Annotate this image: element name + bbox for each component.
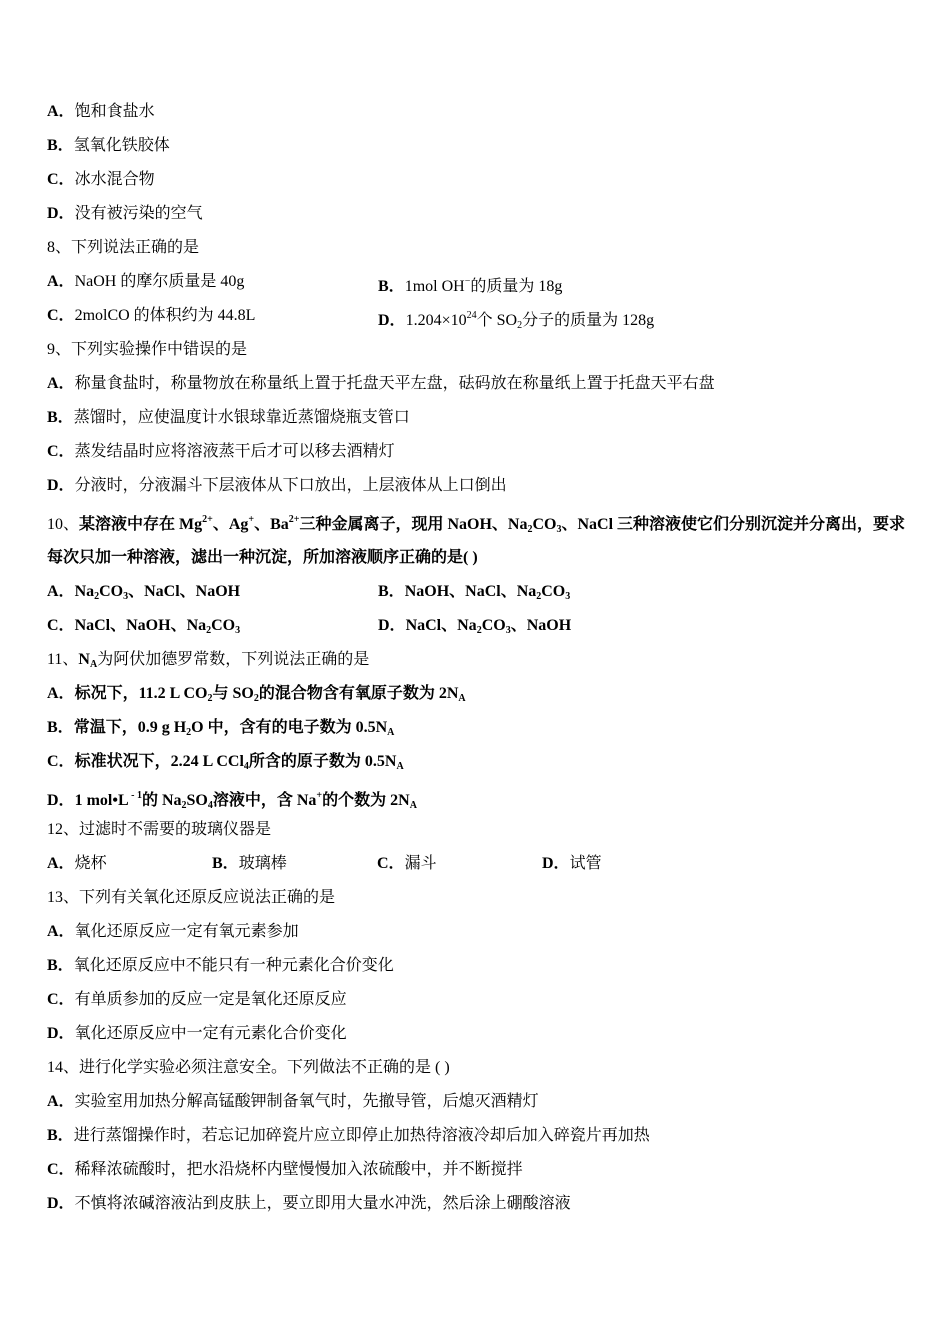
text-segment: 标况下，11.2 L CO <box>74 685 208 702</box>
option-label: A． <box>47 103 75 120</box>
text-segment: 进行蒸馏操作时，若忘记加碎瓷片应立即停止加热待溶液冷却后加入碎瓷片再加热 <box>73 1127 650 1144</box>
text-segment: 下列实验操作中错误的是 <box>71 341 248 358</box>
option-d <box>47 204 203 224</box>
text-segment: 2molCO 的体积约为 44.8L <box>74 307 256 324</box>
text-segment: 个 SO <box>476 312 518 329</box>
question-number: 11、 <box>47 651 79 668</box>
option-c <box>377 854 437 874</box>
option-a <box>47 1092 539 1112</box>
option-b <box>47 136 170 156</box>
text-segment: SO <box>186 792 208 809</box>
question-stem <box>47 888 335 908</box>
option-label: C． <box>47 171 75 188</box>
subscript-text: 2 <box>207 693 213 704</box>
superscript-text: 2+ <box>288 514 300 525</box>
text-segment: Na <box>74 583 95 600</box>
option-label: B． <box>47 719 74 736</box>
text-segment: 、NaCl、NaOH <box>128 583 241 600</box>
option-a <box>47 102 155 122</box>
option-b <box>47 956 394 976</box>
text-segment: 下列说法正确的是 <box>71 239 200 256</box>
text-segment: 分液时，分液漏斗下层液体从下口放出，上层液体从上口倒出 <box>74 477 507 494</box>
option-c <box>47 442 395 462</box>
question-number: 14、 <box>47 1059 80 1076</box>
text-segment: 某溶液中存在 Mg <box>79 516 203 533</box>
text-segment: N <box>78 651 90 668</box>
option-c <box>47 752 404 777</box>
option-label: C． <box>377 855 405 872</box>
text-segment: 、Ba <box>254 516 289 533</box>
option-d <box>47 786 417 816</box>
option-label: D． <box>47 792 75 809</box>
text-segment: 蒸馏时，应使温度计水银球靠近蒸馏烧瓶支管口 <box>73 409 410 426</box>
text-segment: 氧化还原反应中一定有元素化合价变化 <box>74 1025 347 1042</box>
option-label: D． <box>47 477 75 494</box>
subscript-text: 4 <box>207 800 213 811</box>
option-label: B． <box>47 137 74 154</box>
subscript-text: 2 <box>517 320 523 331</box>
option-label: B． <box>47 409 74 426</box>
subscript-text: 2 <box>476 625 482 636</box>
text-segment: 溶液中，含 Na <box>212 792 317 809</box>
text-segment: 试管 <box>569 855 602 872</box>
question-number: 8、 <box>47 239 72 256</box>
text-segment: NaCl、Na <box>405 617 477 634</box>
option-d <box>47 476 507 496</box>
text-segment: 1.204×10 <box>405 312 467 329</box>
option-d <box>378 306 654 336</box>
option-label: A． <box>47 923 75 940</box>
text-segment: 三种金属离子，现用 NaOH、Na <box>299 516 528 533</box>
text-segment: CO <box>532 516 557 533</box>
option-label: D． <box>378 312 406 329</box>
option-label: C． <box>47 991 75 1008</box>
option-label: A． <box>47 375 75 392</box>
text-segment: CO <box>481 617 506 634</box>
text-segment: 的 Na <box>141 792 182 809</box>
text-segment: 饱和食盐水 <box>74 103 155 120</box>
option-label: D． <box>47 205 75 222</box>
subscript-text: 3 <box>505 625 511 636</box>
subscript-text: A <box>89 659 98 670</box>
question-number: 10、 <box>47 516 80 533</box>
text-segment: 常温下，0.9 g H <box>73 719 187 736</box>
question-stem <box>47 340 247 360</box>
question-stem <box>47 1058 450 1078</box>
option-label: B． <box>47 1127 74 1144</box>
superscript-text: + <box>248 514 255 525</box>
option-label: B． <box>378 278 405 295</box>
option-label: B． <box>212 855 239 872</box>
question-stem <box>47 820 271 840</box>
option-a <box>47 922 299 942</box>
superscript-text: 24 <box>466 310 477 321</box>
subscript-text: 2 <box>94 591 100 602</box>
option-d <box>47 1024 347 1044</box>
option-label: C． <box>47 307 75 324</box>
text-segment: 1 mol•L <box>74 792 129 809</box>
text-segment: 没有被污染的空气 <box>74 205 203 222</box>
text-segment: NaCl、NaOH、Na <box>74 617 207 634</box>
question-stem <box>47 510 905 540</box>
text-segment: 玻璃棒 <box>238 855 287 872</box>
option-b <box>212 854 287 874</box>
subscript-text: 4 <box>243 761 249 772</box>
text-segment: NaOH 的摩尔质量是 40g <box>74 273 245 290</box>
option-label: C． <box>47 753 75 770</box>
option-label: A． <box>47 1093 75 1110</box>
option-b <box>47 408 410 428</box>
option-label: A． <box>47 855 75 872</box>
text-segment: 氧化还原反应一定有氧元素参加 <box>74 923 299 940</box>
text-segment: 过滤时不需要的玻璃仪器是 <box>79 821 272 838</box>
option-label: A． <box>47 685 75 702</box>
text-segment: 下列有关氧化还原反应说法正确的是 <box>79 889 336 906</box>
text-segment: 实验室用加热分解高锰酸钾制备氧气时，先撤导管，后熄灭酒精灯 <box>74 1093 539 1110</box>
option-a <box>47 374 715 394</box>
subscript-text: 2 <box>186 727 192 738</box>
option-b <box>378 272 562 297</box>
option-c <box>47 990 347 1010</box>
option-a <box>47 854 107 874</box>
subscript-text: 3 <box>556 524 562 535</box>
text-segment: 称量食盐时，称量物放在称量纸上置于托盘天平左盘，砝码放在称量纸上置于托盘天平右盘 <box>74 375 715 392</box>
subscript-text: A <box>387 727 395 738</box>
option-c <box>47 1160 523 1180</box>
text-segment: 为阿伏加德罗常数，下列说法正确的是 <box>97 651 370 668</box>
subscript-text: A <box>458 693 466 704</box>
question-number: 13、 <box>47 889 80 906</box>
text-segment: 与 SO <box>212 685 254 702</box>
subscript-text: 2 <box>206 625 212 636</box>
text-segment: 标准状况下，2.24 L CCl <box>74 753 244 770</box>
subscript-text: 2 <box>181 800 187 811</box>
option-label: C． <box>47 617 75 634</box>
superscript-text: − <box>464 276 471 287</box>
subscript-text: 3 <box>123 591 129 602</box>
question-number: 9、 <box>47 341 72 358</box>
text-segment: O 中，含有的电子数为 0.5N <box>191 719 388 736</box>
superscript-text: 2+ <box>202 514 213 525</box>
text-segment: CO <box>541 583 566 600</box>
option-d <box>47 1194 571 1214</box>
text-segment: 稀释浓硫酸时，把水沿烧杯内壁慢慢加入浓硫酸中，并不断搅拌 <box>74 1161 523 1178</box>
option-label: C． <box>47 1161 75 1178</box>
option-c <box>47 616 240 641</box>
text-segment: 分子的质量为 128g <box>522 312 655 329</box>
option-label: B． <box>378 583 405 600</box>
text-segment: 蒸发结晶时应将溶液蒸干后才可以移去酒精灯 <box>74 443 395 460</box>
text-segment: CO <box>99 583 124 600</box>
subscript-text: 2 <box>253 693 259 704</box>
option-label: A． <box>47 583 75 600</box>
superscript-text: - 1 <box>128 790 142 801</box>
text-segment: NaOH、NaCl、Na <box>404 583 537 600</box>
option-b <box>47 1126 650 1146</box>
text-segment: 的混合物含有氧原子数为 2N <box>258 685 459 702</box>
text-segment: 不慎将浓碱溶液沾到皮肤上，要立即用大量水冲洗，然后涂上硼酸溶液 <box>74 1195 571 1212</box>
text-segment: 、NaCl 三种溶液使它们分别沉淀并分离出，要求 <box>561 516 906 533</box>
option-d <box>378 616 571 641</box>
question-number: 12、 <box>47 821 80 838</box>
text-segment: 漏斗 <box>404 855 437 872</box>
option-d <box>542 854 602 874</box>
subscript-text: 3 <box>235 625 241 636</box>
text-segment: CO <box>211 617 236 634</box>
text-segment: 进行化学实验必须注意安全。下列做法不正确的是 ( ) <box>79 1059 450 1076</box>
text-segment: 有单质参加的反应一定是氧化还原反应 <box>74 991 347 1008</box>
text-segment: 的个数为 2N <box>322 792 410 809</box>
text-segment: 冰水混合物 <box>74 171 155 188</box>
option-label: A． <box>47 273 75 290</box>
option-c <box>47 170 155 190</box>
text-segment: 的质量为 18g <box>470 278 563 295</box>
question-stem <box>47 238 199 258</box>
text-segment: 、Ag <box>212 516 249 533</box>
subscript-text: 2 <box>527 524 533 535</box>
option-b <box>47 718 394 743</box>
option-a <box>47 582 240 607</box>
option-label: D． <box>47 1195 75 1212</box>
text-segment: 、NaOH <box>510 617 572 634</box>
option-label: D． <box>542 855 570 872</box>
option-a <box>47 272 244 292</box>
option-b <box>378 582 570 607</box>
text-segment: 每次只加一种溶液，滤出一种沉淀，所加溶液顺序正确的是( ) <box>47 549 478 566</box>
option-c <box>47 306 255 326</box>
subscript-text: 2 <box>536 591 542 602</box>
text-segment: 氢氧化铁胶体 <box>73 137 170 154</box>
question-stem <box>47 650 369 675</box>
text-segment: 所含的原子数为 0.5N <box>248 753 397 770</box>
text-segment: 1mol OH <box>404 278 465 295</box>
option-label: C． <box>47 443 75 460</box>
question-stem <box>47 548 478 568</box>
text-segment: 烧杯 <box>74 855 107 872</box>
superscript-text: + <box>316 790 323 801</box>
subscript-text: A <box>396 761 404 772</box>
option-label: B． <box>47 957 74 974</box>
text-segment: 氧化还原反应中不能只有一种元素化合价变化 <box>73 957 394 974</box>
subscript-text: A <box>409 800 417 811</box>
option-label: D． <box>378 617 406 634</box>
option-label: D． <box>47 1025 75 1042</box>
option-a <box>47 684 466 709</box>
subscript-text: 3 <box>565 591 571 602</box>
